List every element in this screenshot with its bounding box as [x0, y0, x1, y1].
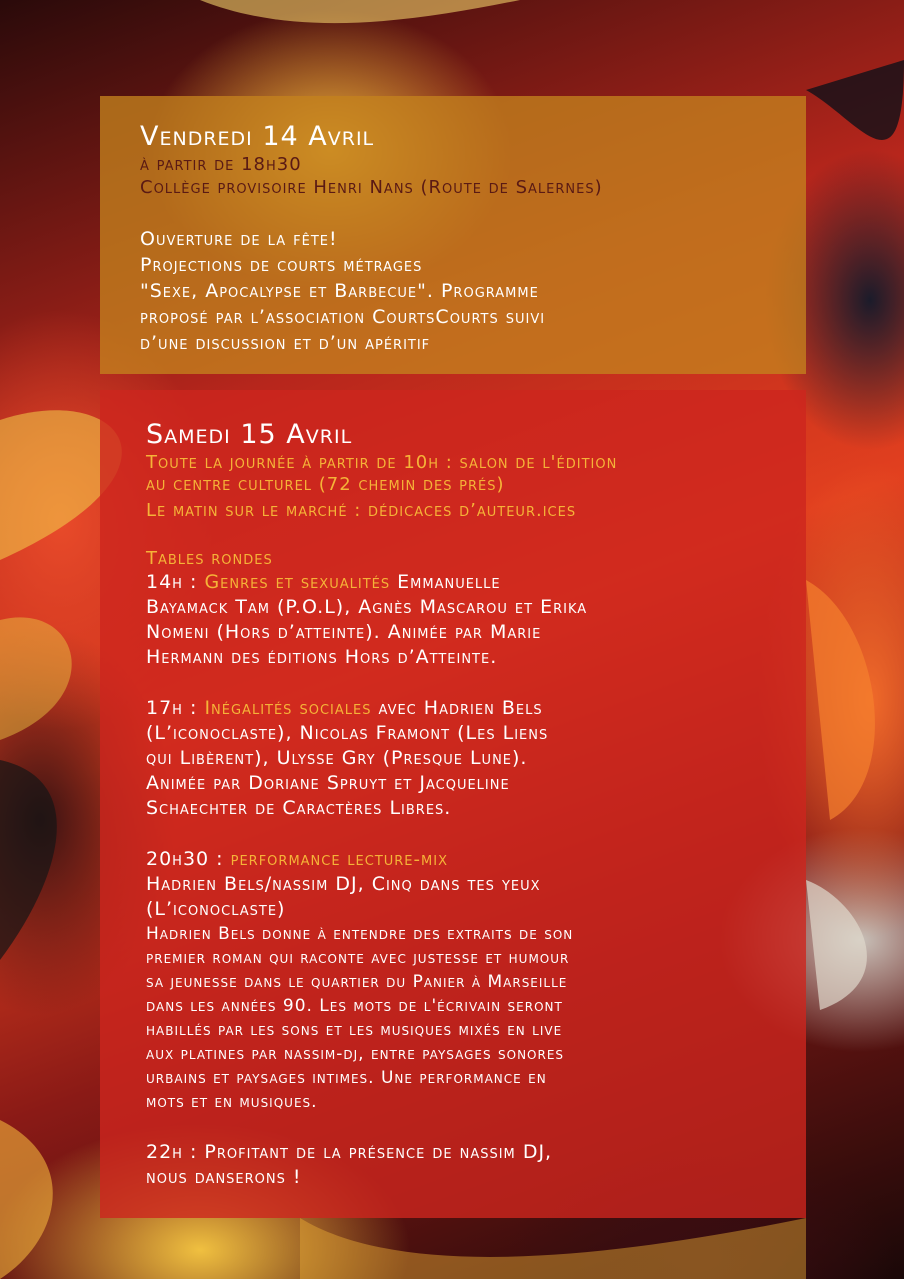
description-line: sa jeunesse dans le quartier du Panier à Marseille: [146, 972, 568, 992]
performance-line: Hadrien Bels/nassim DJ, Cinq dans tes yeux: [146, 873, 541, 895]
roundtable-line: (L’iconoclaste), Nicolas Framont (Les Liens: [146, 722, 549, 744]
dance-line: nous danserons !: [146, 1166, 302, 1188]
description-line: Hadrien Bels donne à entendre des extraits de son: [146, 924, 574, 944]
roundtable-topic: Genres et sexualités: [204, 571, 391, 593]
friday-line: "Sexe, Apocalypse et Barbecue". Programme: [140, 280, 539, 302]
salon-line: Toute la journée à partir de 10h : salon de l'édition: [146, 452, 618, 473]
roundtable-line: Bayamack Tam (P.O.L), Agnès Mascarou et Erika: [146, 596, 588, 618]
salon-info: [146, 452, 760, 496]
description-line: urbains et paysages intimes. Une performance en: [146, 1068, 547, 1088]
friday-time: à partir de 18h30: [140, 154, 302, 175]
saturday-panel: [100, 390, 806, 1218]
friday-panel: [100, 96, 806, 374]
friday-line: Ouverture de la fête!: [140, 228, 338, 250]
market-info: Le matin sur le marché : dédicaces d’auteur.ices: [146, 500, 577, 521]
description-line: habillés par les sons et les musiques mixés en live: [146, 1020, 563, 1040]
roundtable-time: 14h :: [146, 571, 205, 593]
roundtable-guests: Emmanuelle: [390, 571, 501, 593]
description-line: mots et en musiques.: [146, 1092, 318, 1112]
friday-place: Collège provisoire Henri Nans (Route de Salernes): [140, 177, 603, 198]
performance-2030: [146, 847, 760, 1114]
salon-line: au centre culturel (72 chemin des prés): [146, 474, 505, 495]
friday-program: [140, 226, 766, 356]
roundtable-line: qui Libèrent), Ulysse Gry (Presque Lune).: [146, 747, 528, 769]
roundtable-first-line: [146, 696, 760, 721]
friday-title: Vendredi 14 Avril: [140, 121, 375, 152]
description-line: premier roman qui raconte avec justesse et humour: [146, 948, 570, 968]
performance-time: 20h30 :: [146, 848, 231, 870]
dance-line: 22h : Profitant de la présence de nassim DJ,: [146, 1141, 553, 1163]
performance-line: (L’iconoclaste): [146, 898, 286, 920]
performance-description: [146, 922, 760, 1114]
friday-line: Projections de courts métrages: [140, 254, 423, 276]
roundtable-17h: [146, 696, 760, 821]
roundtable-line: Schaechter de Caractères Libres.: [146, 797, 452, 819]
description-line: dans les années 90. Les mots de l'écrivain seront: [146, 996, 563, 1016]
friday-line: d’une discussion et d’un apéritif: [140, 332, 431, 354]
roundtable-time: 17h :: [146, 697, 205, 719]
roundtable-topic: Inégalités sociales: [204, 697, 372, 719]
saturday-title: Samedi 15 Avril: [146, 419, 353, 450]
roundtable-guests: avec Hadrien Bels: [371, 697, 543, 719]
roundtable-first-line: [146, 570, 760, 595]
performance-topic: performance lecture-mix: [230, 849, 448, 870]
description-line: aux platines par nassim-dj, entre paysages sonores: [146, 1044, 565, 1064]
roundtable-line: Animée par Doriane Spruyt et Jacqueline: [146, 772, 510, 794]
tables-heading: Tables rondes: [146, 548, 273, 569]
roundtable-14h: [146, 570, 760, 670]
performance-first-line: [146, 847, 760, 872]
friday-line: proposé par l’association CourtsCourts suivi: [140, 306, 546, 328]
roundtable-line: Hermann des éditions Hors d’Atteinte.: [146, 646, 498, 668]
dance-22h: [146, 1140, 760, 1190]
roundtable-line: Nomeni (Hors d’atteinte). Animée par Marie: [146, 621, 542, 643]
